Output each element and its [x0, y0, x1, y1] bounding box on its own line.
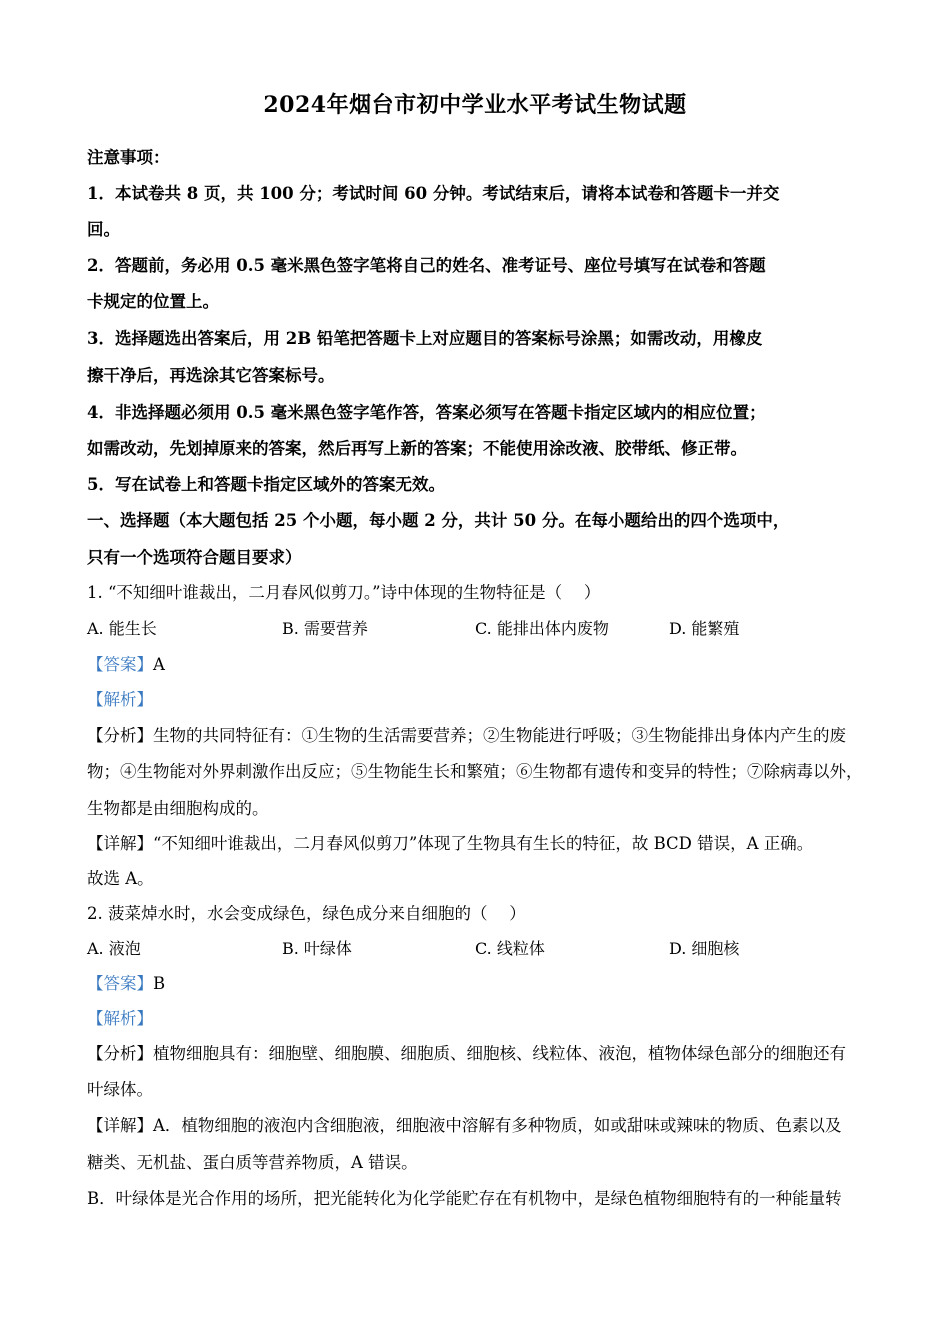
page-title: 2024年烟台市初中学业水平考试生物试题 [263, 92, 687, 118]
option-b: B. 需要营养 [282, 619, 368, 638]
fenxi-text: 物；④生物能对外界刺激作出反应；⑤生物能生长和繁殖；⑥生物都有遗传和变异的特性；⑦除病毒以外， [87, 762, 863, 781]
fenxi-text: 植物细胞具有：细胞壁、细胞膜、细胞质、细胞核、线粒体、液泡，植物体绿色部分的细胞还有 [153, 1044, 846, 1063]
section-heading: 一、选择题（本大题包括 25 个小题，每小题 2 分，共计 50 分。在每小题给出的四个选项中， [87, 511, 790, 530]
option-d: D. 能繁殖 [669, 619, 740, 638]
option-c: C. 能排出体内废物 [475, 619, 609, 638]
option-d: D. 细胞核 [669, 939, 740, 958]
fenxi-tag: 【分析】 [87, 726, 153, 745]
xiangjie-tag: 【详解】 [87, 1116, 153, 1135]
section-heading-cont: 只有一个选项符合题目要求） [87, 548, 302, 567]
answer-tag: 【答案】 [87, 655, 153, 674]
answer-value: B [153, 974, 166, 993]
conclusion: 故选 A。 [87, 869, 154, 888]
notice-heading: 注意事项： [87, 148, 170, 167]
notice-item: 回。 [87, 220, 120, 239]
fenxi-tag: 【分析】 [87, 1044, 153, 1063]
notice-item: 如需改动，先划掉原来的答案，然后再写上新的答案；不能使用涂改液、胶带纸、修正带。 [87, 439, 747, 458]
notice-item: 2．答题前，务必用 0.5 毫米黑色签字笔将自己的姓名、准考证号、座位号填写在试卷和答题 [87, 256, 766, 275]
fenxi-line [87, 1042, 877, 1066]
analysis-tag-line [87, 1007, 877, 1031]
option-c: C. 线粒体 [475, 939, 545, 958]
analysis-tag-line [87, 688, 877, 712]
option-a: A. 液泡 [87, 939, 141, 958]
option-a: A. 能生长 [87, 619, 157, 638]
analysis-tag: 【解析】 [87, 1009, 153, 1028]
xiangjie-line [87, 1114, 877, 1138]
fenxi-text: 生物都是由细胞构成的。 [87, 799, 269, 818]
question-stem: 2. 菠菜焯水时，水会变成绿色，绿色成分来自细胞的（ ） [87, 904, 526, 923]
notice-item: 4．非选择题必须用 0.5 毫米黑色签字笔作答，答案必须写在答题卡指定区域内的相应位置； [87, 403, 766, 422]
xiangjie-line [87, 832, 877, 856]
xiangjie-text: 糖类、无机盐、蛋白质等营养物质，A 错误。 [87, 1153, 418, 1172]
xiangjie-tag: 【详解】 [87, 834, 153, 853]
answer-value: A [153, 655, 165, 674]
analysis-tag: 【解析】 [87, 690, 153, 709]
notice-item: 5．写在试卷上和答题卡指定区域外的答案无效。 [87, 475, 445, 494]
fenxi-line [87, 724, 877, 748]
notice-item: 卡规定的位置上。 [87, 292, 219, 311]
fenxi-text: 叶绿体。 [87, 1080, 153, 1099]
answer-tag: 【答案】 [87, 974, 153, 993]
xiangjie-text: “不知细叶谁裁出，二月春风似剪刀”体现了生物具有生长的特征，故 BCD 错误，A 正确。 [153, 834, 814, 853]
xiangjie-text: A．植物细胞的液泡内含细胞液，细胞液中溶解有多种物质，如或甜味或辣味的物质、色素以及 [153, 1116, 842, 1135]
answer-line [87, 653, 877, 677]
notice-item: 擦干净后，再选涂其它答案标号。 [87, 366, 335, 385]
xiangjie-text: B．叶绿体是光合作用的场所，把光能转化为化学能贮存在有机物中，是绿色植物细胞特有的一种能量转 [87, 1189, 842, 1208]
notice-item: 3．选择题选出答案后，用 2B 铅笔把答题卡上对应题目的答案标号涂黑；如需改动，用橡皮 [87, 329, 763, 348]
question-stem: 1. “不知细叶谁裁出，二月春风似剪刀。”诗中体现的生物特征是（ ） [87, 583, 601, 602]
answer-line [87, 972, 877, 996]
fenxi-text: 生物的共同特征有：①生物的生活需要营养；②生物能进行呼吸；③生物能排出身体内产生的废 [153, 726, 846, 745]
option-b: B. 叶绿体 [282, 939, 352, 958]
notice-item: 1．本试卷共 8 页，共 100 分；考试时间 60 分钟。考试结束后，请将本试卷和答题卡一并交 [87, 184, 780, 203]
